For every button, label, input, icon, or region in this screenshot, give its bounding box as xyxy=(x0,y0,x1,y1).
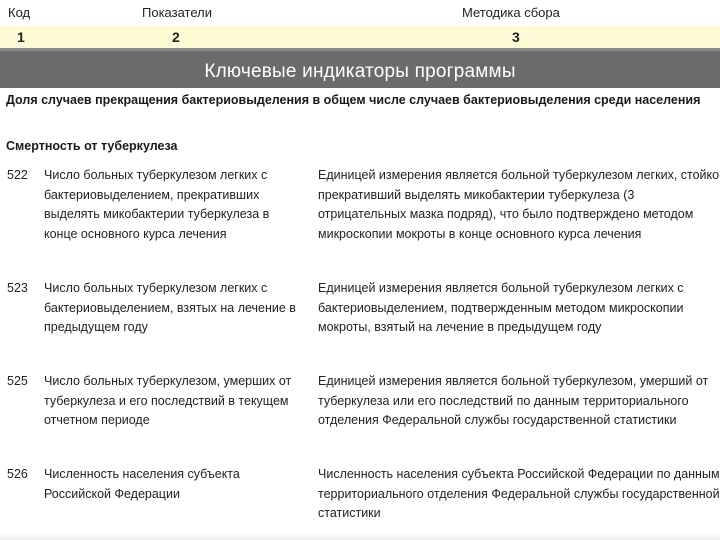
row-method: Единицей измерения является больной туберкулезом легких с бактериовыделением, подтвержденным методом микроскопии мокроты, взятый на лечение в предыдущем году xyxy=(318,281,684,334)
row-indicator: Число больных туберкулезом, умерших от туберкулеза и его последствий в текущем отчетном периоде xyxy=(44,374,292,427)
row-method: Единицей измерения является больной туберкулезом, умерший от туберкулеза или его последствий по данным территориального отделения Федеральной службы государственной статистики xyxy=(318,374,709,427)
row-code: 526 xyxy=(7,467,28,481)
row-indicator: Численность населения субъекта Российской Федерации xyxy=(44,467,240,501)
bottom-decoration xyxy=(0,532,720,540)
column-header-code: Код xyxy=(8,5,31,20)
table-header xyxy=(0,0,720,26)
column-number-2: 2 xyxy=(172,29,180,45)
row-method: Численность населения субъекта Российской Федерации по данным территориального отделения Федеральной службы государственной статистики xyxy=(318,467,720,520)
row-code: 522 xyxy=(7,168,28,182)
row-indicator: Число больных туберкулезом легких с бактериовыделением, взятых на лечение в предыдущем году xyxy=(44,281,296,334)
column-header-indicators: Показатели xyxy=(142,5,212,20)
row-code: 525 xyxy=(7,374,28,388)
band-title: Ключевые индикаторы программы xyxy=(204,61,516,82)
column-number-1: 1 xyxy=(17,29,25,45)
column-number-3: 3 xyxy=(512,29,520,45)
section-heading-bacteria: Доля случаев прекращения бактериовыделения в общем числе случаев бактериовыделения среди населения xyxy=(6,93,701,107)
column-header-method: Методика сбора xyxy=(462,5,560,20)
row-method: Единицей измерения является больной туберкулезом легких, стойко прекративший выделять микобактерии туберкулеза (3 отрицательных мазка подряд), что было подтверждено методом микроскопии мокроты в конце основного курса лечения xyxy=(318,168,720,241)
column-numbering-row xyxy=(0,26,720,48)
row-code: 523 xyxy=(7,281,28,295)
section-heading-mortality: Смертность от туберкулеза xyxy=(6,139,178,153)
row-indicator: Число больных туберкулезом легких с бактериовыделением, прекративших выделять микобактерии туберкулеза в конце основного курса лечения xyxy=(44,168,270,241)
section-band xyxy=(0,48,720,88)
